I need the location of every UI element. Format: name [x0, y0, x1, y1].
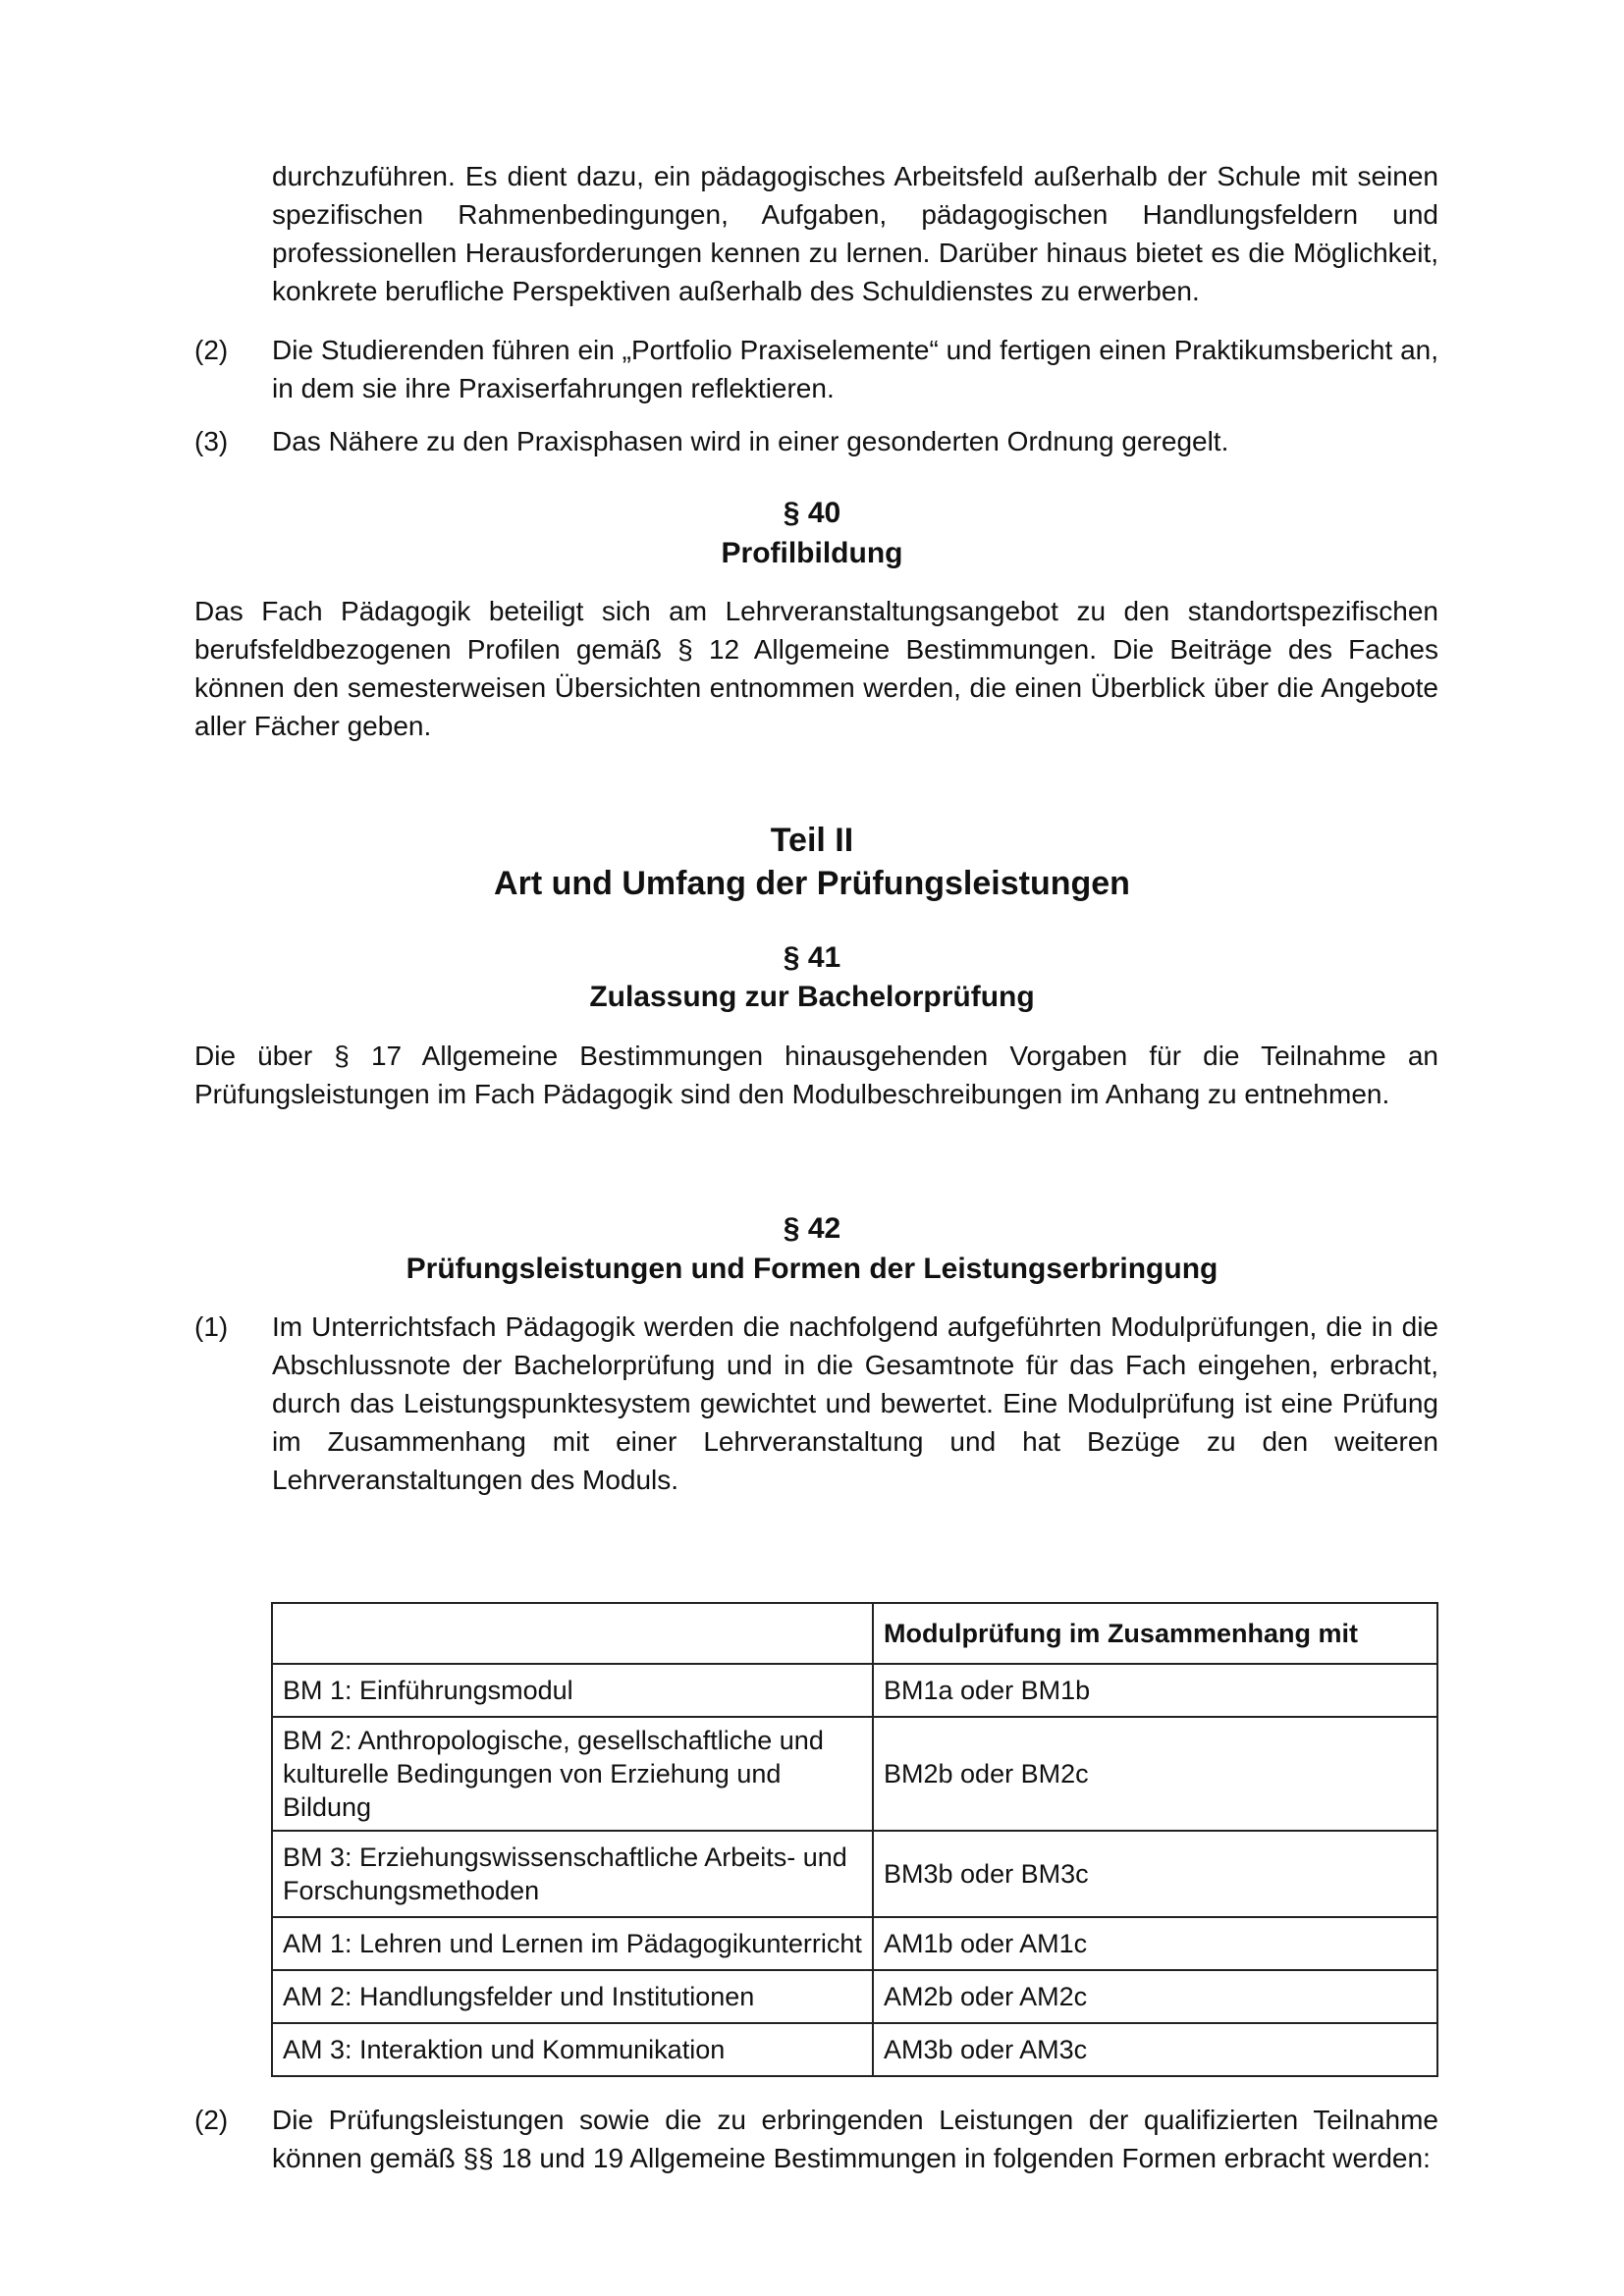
table-header-row	[272, 1603, 1437, 1664]
section-42-item-1: Im Unterrichtsfach Pädagogik werden die nachfolgend aufgeführten Modulprüfungen, die in die Abschlussnote der Bachelorprüfung und in die Gesamtnote für das Fach eingehen, erbracht, durch das Leistungspunktesystem gewichtet und bewertet. Eine Modulprüfung ist eine Prüfung im Zusammenhang mit einer Lehrveranstaltung und hat Bezüge zu den weiteren Lehrveranstaltungen des Moduls.	[272, 1311, 1438, 1495]
table-header-cell: Modulprüfung im Zusammenhang mit	[873, 1603, 1437, 1664]
table-row	[272, 1717, 1437, 1831]
intro-paragraph: durchzuführen. Es dient dazu, ein pädagogisches Arbeitsfeld außerhalb der Schule mit seinen spezifischen Rahmenbedingungen, Aufgaben, pädagogischen Handlungsfeldern und professionellen Herausforderungen kennen zu lernen. Darüber hinaus bietet es die Möglichkeit, konkrete berufliche Perspektiven außerhalb des Schuldienstes zu erwerben.	[272, 161, 1438, 306]
module-cell: AM 2: Handlungsfelder und Institutionen	[272, 1970, 873, 2023]
table-row	[272, 1917, 1437, 1970]
section-41-text: Die über § 17 Allgemeine Bestimmungen hinausgehenden Vorgaben für die Teilnahme an Prüfungsleistungen im Fach Pädagogik sind den Modulbeschreibungen im Anhang zu entnehmen.	[194, 1041, 1438, 1109]
exam-cell: BM3b oder BM3c	[873, 1831, 1437, 1917]
exam-cell: AM2b oder AM2c	[873, 1970, 1437, 2023]
section-40-number: § 40	[783, 497, 841, 529]
section-40-title: Profilbildung	[721, 537, 903, 569]
section-42-item-2: Die Prüfungsleistungen sowie die zu erbringenden Leistungen der qualifizierten Teilnahme können gemäß §§ 18 und 19 Allgemeine Bestimmungen in folgenden Formen erbracht werden:	[272, 2105, 1438, 2173]
item-number: (2)	[194, 2105, 229, 2135]
exam-cell: AM1b oder AM1c	[873, 1917, 1437, 1970]
section-41-number: § 41	[783, 941, 841, 974]
exam-cell: BM1a oder BM1b	[873, 1664, 1437, 1717]
item-number: (2)	[194, 335, 229, 365]
section-42-number: § 42	[783, 1212, 841, 1245]
module-cell: AM 1: Lehren und Lernen im Pädagogikunterricht	[272, 1917, 873, 1970]
module-cell: BM 3: Erziehungswissenschaftliche Arbeits- und Forschungsmethoden	[272, 1831, 873, 1917]
section-41-title: Zulassung zur Bachelorprüfung	[589, 981, 1035, 1013]
module-cell: BM 1: Einführungsmodul	[272, 1664, 873, 1717]
item-number: (3)	[194, 426, 229, 456]
exam-cell: AM3b oder AM3c	[873, 2023, 1437, 2076]
table-header-cell	[272, 1603, 873, 1664]
section-40-text: Das Fach Pädagogik beteiligt sich am Lehrveranstaltungsangebot zu den standortspezifischen berufsfeldbezogenen Profilen gemäß § 12 Allgemeine Bestimmungen. Die Beiträge des Faches können den semesterweisen Übersichten entnommen werden, die einen Überblick über die Angebote aller Fächer geben.	[194, 596, 1438, 741]
table-row	[272, 1664, 1437, 1717]
table-row	[272, 1970, 1437, 2023]
item-number: (1)	[194, 1311, 229, 1342]
exam-table	[271, 1602, 1438, 2077]
section-42-title: Prüfungsleistungen und Formen der Leistungserbringung	[406, 1253, 1218, 1285]
exam-cell: BM2b oder BM2c	[873, 1717, 1437, 1831]
intro-item-3: Das Nähere zu den Praxisphasen wird in einer gesonderten Ordnung geregelt.	[272, 426, 1229, 456]
intro-item-2: Die Studierenden führen ein „Portfolio Praxiselemente“ und fertigen einen Praktikumsbericht an, in dem sie ihre Praxiserfahrungen reflektieren.	[272, 335, 1438, 403]
table-row	[272, 1831, 1437, 1917]
table-row	[272, 2023, 1437, 2076]
part-label: Teil II	[770, 822, 854, 859]
part-title: Art und Umfang der Prüfungsleistungen	[494, 865, 1130, 902]
module-cell: BM 2: Anthropologische, gesellschaftliche und kulturelle Bedingungen von Erziehung und Bildung	[272, 1717, 873, 1831]
module-cell: AM 3: Interaktion und Kommunikation	[272, 2023, 873, 2076]
